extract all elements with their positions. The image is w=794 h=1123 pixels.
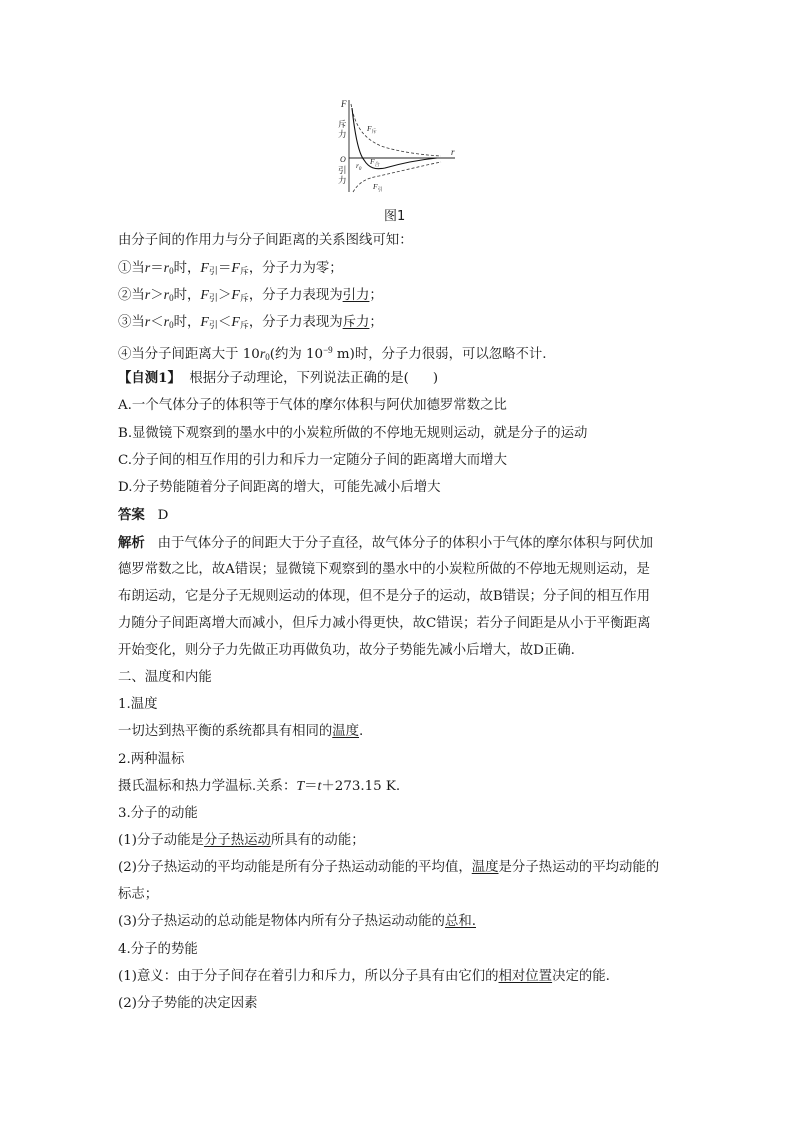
subsection-temperature: 1.温度: [118, 697, 158, 712]
question-stem: 【自测1】 根据分子动理论，下列说法正确的是( ): [118, 370, 439, 386]
analysis-line-2: 德罗常数之比，故A错误；显微镜下观察到的墨水中的小炭粒所做的不停地无规则运动，是: [118, 562, 650, 577]
kinetic-2: (2)分子热运动的平均动能是所有分子热运动动能的平均值，温度是分子热运动的平均动能的: [118, 860, 660, 875]
attractive-force-curve: [353, 162, 441, 192]
origin-label: O: [340, 155, 346, 164]
subsection-kinetic: 3.分子的动能: [118, 806, 198, 821]
option-c: C.分子间的相互作用的引力和斥力一定随分子间的距离增大而增大: [118, 453, 507, 468]
attractive-curve-label: $F_引$: [373, 182, 383, 193]
option-b: B.显微镜下观察到的墨水中的小炭粒所做的不停地无规则运动，就是分子的运动: [118, 426, 588, 441]
x-axis-label: r: [451, 147, 455, 157]
condition-1: ①当$r=r_0$时，$F_引=F_斥$，分子力为零；: [118, 261, 343, 276]
analysis-line-1: 解析 由于气体分子的间距大于分子直径，故气体分子的体积小于气体的摩尔体积与阿伏加: [118, 535, 654, 551]
repulsion-label-2: 力: [338, 129, 347, 139]
repulsive-curve-label: $F_斥$: [367, 124, 377, 135]
kinetic-3: (3)分子热运动的总动能是物体内所有分子热运动动能的总和.: [118, 914, 476, 929]
intro-text: 由分子间的作用力与分子间距离的关系图线可知：: [118, 233, 413, 248]
temperature-text: 一切达到热平衡的系统都具有相同的温度.: [118, 724, 364, 739]
kinetic-2-cont: 标志；: [118, 887, 159, 902]
repulsive-force-curve: [351, 104, 441, 156]
net-curve-label: $F_合$: [370, 157, 380, 168]
option-a: A.一个气体分子的体积等于气体的摩尔体积与阿伏加德罗常数之比: [118, 398, 507, 413]
analysis-line-4: 力随分子间距离增大而减小，但斥力减小得更快，故C错误；若分子间距是从小于平衡距离: [118, 616, 651, 631]
subsection-potential: 4.分子的势能: [118, 942, 198, 957]
attraction-label-2: 力: [338, 175, 347, 185]
figure-caption: 图1: [384, 209, 406, 224]
r0-label: $r_0$: [356, 161, 362, 172]
potential-2: (2)分子势能的决定因素: [118, 996, 258, 1011]
analysis-line-3: 布朗运动，它是分子无规则运动的体现，但不是分子的运动，故B错误；分子间的相互作用: [118, 589, 651, 604]
potential-1: (1)意义：由于分子间存在着引力和斥力，所以分子具有由它们的相对位置决定的能.: [118, 969, 610, 984]
y-axis-label: F: [341, 99, 347, 109]
analysis-line-5: 开始变化，则分子力先做正功再做负功，故分子势能先减小后增大，故D正确.: [118, 643, 575, 658]
kinetic-1: (1)分子动能是分子热运动所具有的动能；: [118, 833, 365, 848]
attraction-label-1: 引: [338, 165, 347, 175]
condition-3: ③当$r<r_0$时，$F_引<F_斥$，分子力表现为斥力；: [118, 315, 383, 330]
subsection-scales: 2.两种温标: [118, 752, 185, 767]
answer: 答案 D: [118, 507, 169, 523]
option-d: D.分子势能随着分子间距离的增大，可能先减小后增大: [118, 480, 441, 495]
section-heading: 二、温度和内能: [118, 670, 212, 685]
force-distance-diagram: [333, 96, 463, 202]
net-force-curve: [352, 108, 437, 169]
condition-2: ②当$r>r_0$时，$F_引>F_斥$，分子力表现为引力；: [118, 288, 383, 303]
repulsion-label-1: 斥: [338, 119, 347, 129]
scales-text: 摄氏温标和热力学温标.关系：T＝t＋273.15 K.: [118, 779, 401, 794]
condition-4: ④当分子间距离大于 $10r_0$(约为 $10^{-9}$ m)时，分子力很弱，可以忽略不计.: [118, 345, 547, 362]
